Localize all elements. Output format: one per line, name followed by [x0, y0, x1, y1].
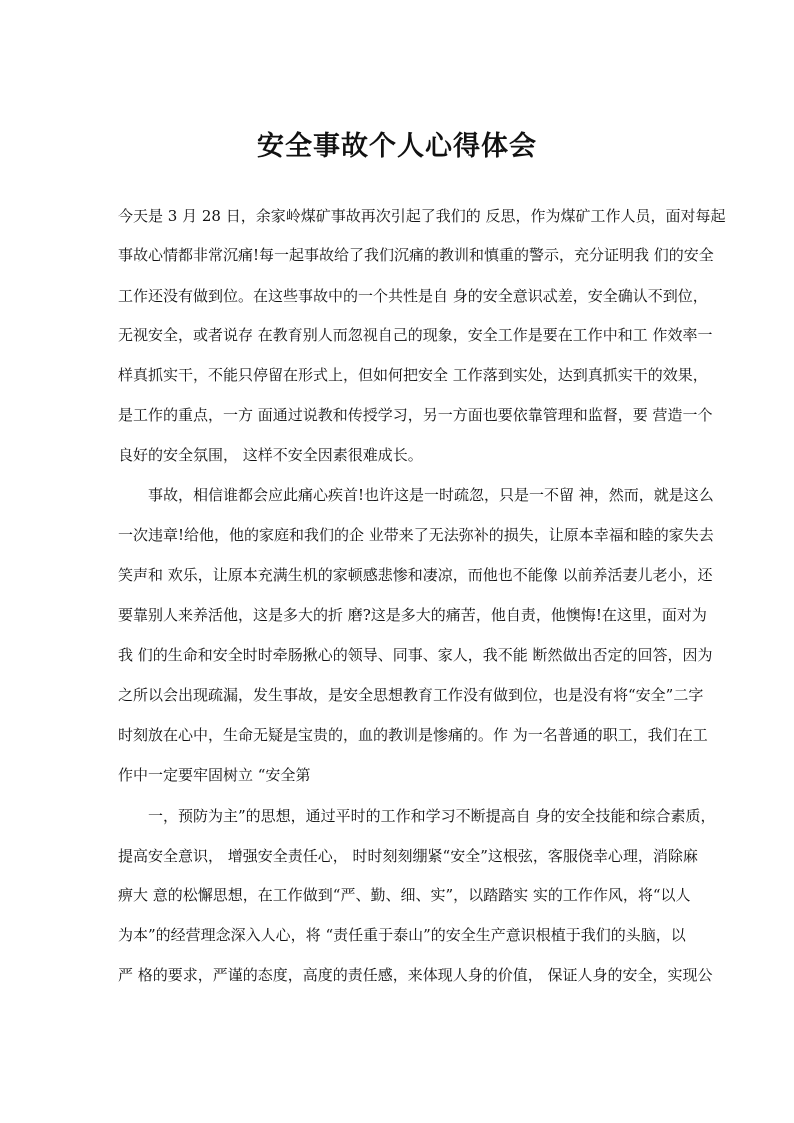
paragraph-1-line-4: 无视安全，或者说存 在教育别人而忽视自己的现象，安全工作是要在工作中和工 作效率一	[118, 326, 713, 344]
paragraph-2-line-8: 作中一定要牢固树立 “安全第	[118, 766, 311, 784]
paragraph-1-line-2: 事故心情都非常沉痛!每一起事故给了我们沉痛的教训和慎重的警示，充分证明我 们的安全	[118, 246, 714, 264]
paragraph-2-line-6: 之所以会出现疏漏，发生事故，是安全思想教育工作没有做到位，也是没有将“安全”二字	[118, 686, 704, 704]
paragraph-2-line-2: 一次违章!给他，他的家庭和我们的企 业带来了无法弥补的损失，让原本幸福和睦的家失去	[118, 526, 714, 544]
paragraph-2-line-7: 时刻放在心中，生命无疑是宝贵的，血的教训是惨痛的。作 为一名普通的职工，我们在工	[118, 726, 708, 744]
paragraph-3-line-2: 提高安全意识， 增强安全责任心， 时时刻刻绷紧“安全”这根弦，客服侥幸心理，消除麻	[118, 847, 698, 865]
paragraph-1-line-6: 是工作的重点，一方 面通过说教和传授学习，另一方面也要依靠管理和监督，要 营造一个	[118, 406, 713, 424]
paragraph-2-line-3: 笑声和 欢乐，让原本充满生机的家顿感悲惨和凄凉，而他也不能像 以前养活妻儿老小，还	[118, 566, 713, 584]
paragraph-1-line-1: 今天是 3 月 28 日，余家岭煤矿事故再次引起了我们的 反思，作为煤矿工作人员，面对每起	[118, 207, 726, 225]
paragraph-3-line-3: 痹大 意的松懈思想，在工作做到“严、勤、细、实”，以踏踏实 实的工作作风，将“以人	[118, 886, 691, 904]
paragraph-1-line-5: 样真抓实干，不能只停留在形式上，但如何把安全 工作落到实处，达到真抓实干的效果，	[118, 366, 708, 384]
paragraph-3-line-5: 严 格的要求，严谨的态度，高度的责任感，来体现人身的价值， 保证人身的安全，实现公	[118, 966, 713, 984]
paragraph-1-line-3: 工作还没有做到位。在这些事故中的一个共性是自 身的安全意识忒差，安全确认不到位，	[118, 287, 708, 305]
paragraph-2-line-4: 要靠别人来养活他，这是多大的折 磨?这是多大的痛苦，他自责，他懊悔!在这里，面对为	[118, 606, 707, 624]
paragraph-2-line-1: 事故，相信谁都会应此痛心疾首!也许这是一时疏忽，只是一不留 神，然而，就是这么	[148, 486, 714, 504]
document-title: 安全事故个人心得体会	[257, 131, 537, 162]
paragraph-2-line-5: 我 们的生命和安全时时牵肠揪心的领导、同事、家人，我不能 断然做出否定的回答，因为	[118, 646, 713, 664]
paragraph-3-line-1: 一，预防为主”的思想，通过平时的工作和学习不断提高自 身的安全技能和综合素质，	[148, 807, 716, 825]
paragraph-3-line-4: 为本”的经营理念深入人心，将 “责任重于泰山”的安全生产意识根植于我们的头脑，以	[118, 926, 686, 944]
paragraph-1-line-7: 良好的安全氛围， 这样不安全因素很难成长。	[118, 446, 423, 464]
